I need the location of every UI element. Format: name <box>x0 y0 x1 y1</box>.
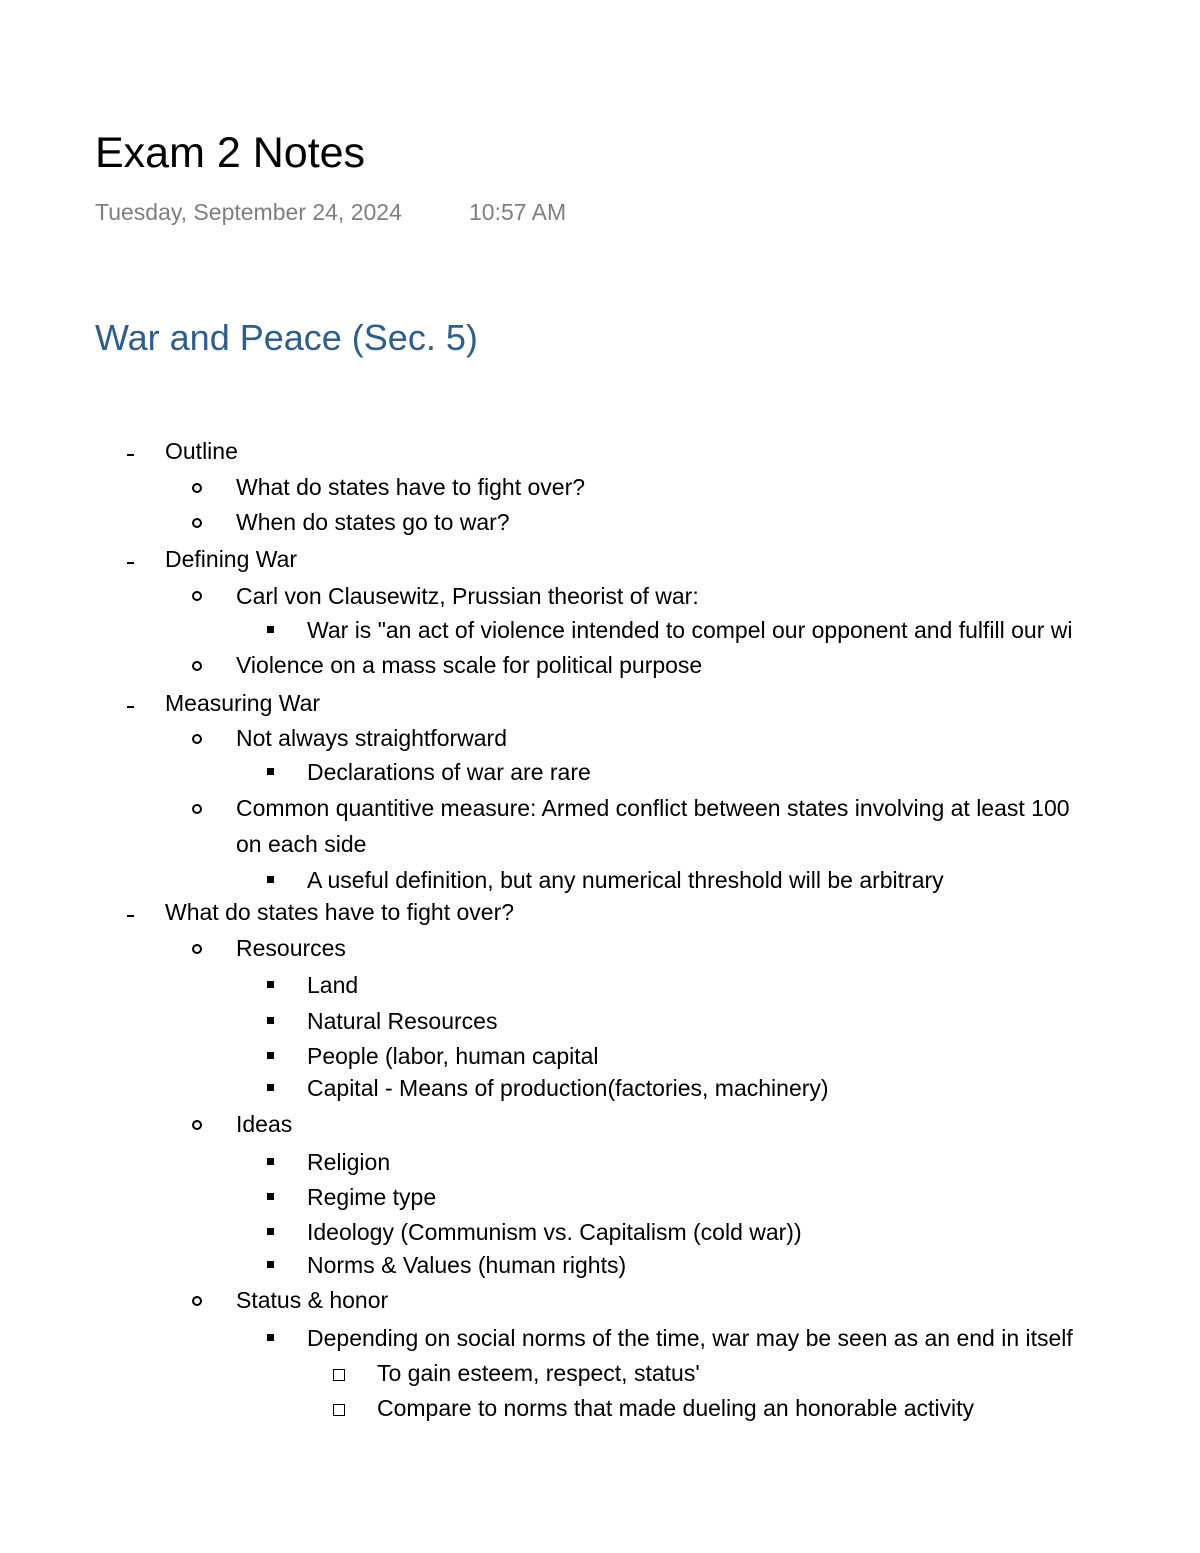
circle-bullet-icon <box>192 1120 202 1130</box>
list-item: What do states have to fight over? <box>236 474 586 500</box>
list-item: Capital - Means of production(factories, machinery) <box>307 1075 829 1101</box>
list-item: Defining War <box>165 546 298 572</box>
square-bullet-icon <box>267 626 274 633</box>
square-bullet-icon <box>267 1334 274 1341</box>
list-item: Status & honor <box>236 1287 389 1313</box>
square-bullet-icon <box>267 1228 274 1235</box>
list-item: Regime type <box>307 1184 437 1210</box>
square-bullet-icon <box>267 768 274 775</box>
page-date: Tuesday, September 24, 2024 <box>95 199 402 225</box>
dash-bullet-icon <box>127 915 134 917</box>
list-item: A useful definition, but any numerical threshold will be arbitrary <box>307 867 944 893</box>
circle-bullet-icon <box>192 518 202 528</box>
list-item: People (labor, human capital <box>307 1043 599 1069</box>
square-bullet-icon <box>267 1193 274 1200</box>
square-bullet-icon <box>267 1261 274 1268</box>
checkbox-bullet-icon <box>333 1369 345 1381</box>
list-item: When do states go to war? <box>236 509 510 535</box>
list-item: Ideas <box>236 1111 293 1137</box>
list-item: What do states have to fight over? <box>165 899 515 925</box>
list-item: Declarations of war are rare <box>307 759 591 785</box>
list-item: Norms & Values (human rights) <box>307 1252 627 1278</box>
list-item: Carl von Clausewitz, Prussian theorist of war: <box>236 583 699 609</box>
square-bullet-icon <box>267 1158 274 1165</box>
circle-bullet-icon <box>192 661 202 671</box>
page-title: Exam 2 Notes <box>95 129 366 177</box>
list-item: Ideology (Communism vs. Capitalism (cold war)) <box>307 1219 802 1245</box>
list-item: Resources <box>236 935 346 961</box>
dash-bullet-icon <box>127 454 134 456</box>
checkbox-bullet-icon <box>333 1404 345 1416</box>
circle-bullet-icon <box>192 944 202 954</box>
dash-bullet-icon <box>127 706 134 708</box>
section-heading: War and Peace (Sec. 5) <box>95 317 478 358</box>
square-bullet-icon <box>267 876 274 883</box>
list-item: Violence on a mass scale for political purpose <box>236 652 703 678</box>
list-item: Religion <box>307 1149 391 1175</box>
list-item: Measuring War <box>165 690 321 716</box>
square-bullet-icon <box>267 1052 274 1059</box>
circle-bullet-icon <box>192 804 202 814</box>
list-item: War is "an act of violence intended to compel our opponent and fulfill our wi <box>307 617 1073 643</box>
list-item-continuation: on each side <box>236 831 367 857</box>
square-bullet-icon <box>267 981 274 988</box>
page-time: 10:57 AM <box>469 199 567 225</box>
circle-bullet-icon <box>192 591 202 601</box>
list-item: Depending on social norms of the time, war may be seen as an end in itself <box>307 1325 1073 1351</box>
circle-bullet-icon <box>192 1296 202 1306</box>
list-item: Common quantitive measure: Armed conflict between states involving at least 100 <box>236 795 1070 821</box>
dash-bullet-icon <box>127 562 134 564</box>
square-bullet-icon <box>267 1084 274 1091</box>
list-item: Land <box>307 972 359 998</box>
square-bullet-icon <box>267 1017 274 1024</box>
list-item: Compare to norms that made dueling an honorable activity <box>377 1395 975 1421</box>
circle-bullet-icon <box>192 483 202 493</box>
list-item: To gain esteem, respect, status' <box>377 1360 700 1386</box>
circle-bullet-icon <box>192 734 202 744</box>
list-item: Not always straightforward <box>236 725 507 751</box>
list-item: Natural Resources <box>307 1008 498 1034</box>
list-item: Outline <box>165 438 238 464</box>
